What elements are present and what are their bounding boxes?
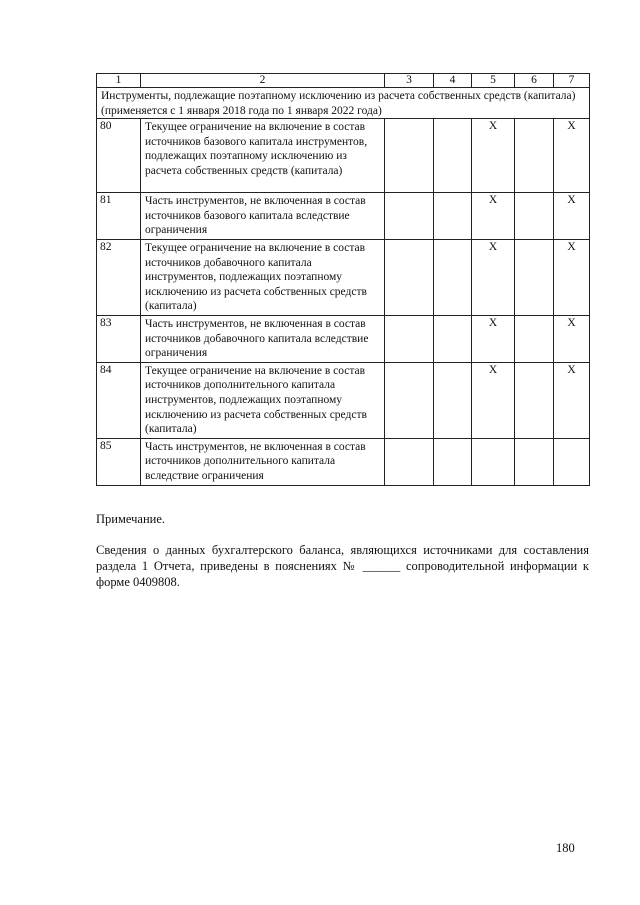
cell-col-4 (434, 362, 472, 438)
cell-col-3 (385, 362, 434, 438)
cell-col-6 (515, 239, 554, 315)
row-number: 83 (97, 315, 141, 362)
cell-col-3 (385, 193, 434, 240)
column-header: 4 (434, 74, 472, 88)
row-description: Часть инструментов, не включенная в состав источников дополнительного капитала вследствие ограничения (141, 438, 385, 485)
report-table (96, 73, 590, 486)
row-description: Часть инструментов, не включенная в состав источников базового капитала вследствие ограничения (141, 193, 385, 240)
row-number: 85 (97, 438, 141, 485)
cell-col-3 (385, 315, 434, 362)
cell-col-5: X (472, 362, 515, 438)
cell-col-5 (472, 438, 515, 485)
column-header: 5 (472, 74, 515, 88)
cell-col-3 (385, 119, 434, 193)
section-title: Инструменты, подлежащие поэтапному исключению из расчета собственных средств (капитала) (применяется с 1 января 2018 года по 1 января 2022 года) (97, 88, 590, 119)
cell-col-4 (434, 315, 472, 362)
cell-col-6 (515, 193, 554, 240)
row-description: Текущее ограничение на включение в состав источников базового капитала инструментов, подлежащих поэтапному исключению из расчета собственных средств (капитала) (141, 119, 385, 193)
section-row (97, 88, 590, 119)
cell-col-5: X (472, 239, 515, 315)
row-number: 84 (97, 362, 141, 438)
table-row (97, 239, 590, 315)
cell-col-6 (515, 362, 554, 438)
row-description: Часть инструментов, не включенная в состав источников добавочного капитала вследствие ограничения (141, 315, 385, 362)
page-number: 180 (556, 841, 575, 855)
cell-col-6 (515, 438, 554, 485)
cell-col-4 (434, 119, 472, 193)
note-body: Сведения о данных бухгалтерского баланса, являющихся источниками для составления раздела 1 Отчета, приведены в пояснениях № ______ сопроводительной информации к форме 0409808. (96, 543, 589, 589)
cell-col-7: X (554, 362, 590, 438)
column-header: 7 (554, 74, 590, 88)
table-row (97, 315, 590, 362)
cell-col-3 (385, 438, 434, 485)
table-row (97, 362, 590, 438)
row-description: Текущее ограничение на включение в состав источников добавочного капитала инструментов, подлежащих поэтапному исключению из расчета собственных средств (капитала) (141, 239, 385, 315)
cell-col-7: X (554, 119, 590, 193)
cell-col-3 (385, 239, 434, 315)
row-number: 81 (97, 193, 141, 240)
cell-col-5: X (472, 315, 515, 362)
cell-col-7: X (554, 239, 590, 315)
column-header: 1 (97, 74, 141, 88)
cell-col-4 (434, 193, 472, 240)
row-description: Текущее ограничение на включение в состав источников дополнительного капитала инструментов, подлежащих поэтапному исключению из расчета собственных средств (капитала) (141, 362, 385, 438)
row-number: 80 (97, 119, 141, 193)
cell-col-7: X (554, 315, 590, 362)
cell-col-4 (434, 438, 472, 485)
cell-col-5: X (472, 119, 515, 193)
table-row (97, 193, 590, 240)
row-number: 82 (97, 239, 141, 315)
cell-col-7 (554, 438, 590, 485)
column-header: 3 (385, 74, 434, 88)
cell-col-5: X (472, 193, 515, 240)
cell-col-4 (434, 239, 472, 315)
table-row (97, 119, 590, 193)
note-title: Примечание. (96, 512, 166, 526)
column-header: 2 (141, 74, 385, 88)
column-number-row (97, 74, 590, 88)
cell-col-6 (515, 315, 554, 362)
cell-col-7: X (554, 193, 590, 240)
column-header: 6 (515, 74, 554, 88)
cell-col-6 (515, 119, 554, 193)
table-row (97, 438, 590, 485)
